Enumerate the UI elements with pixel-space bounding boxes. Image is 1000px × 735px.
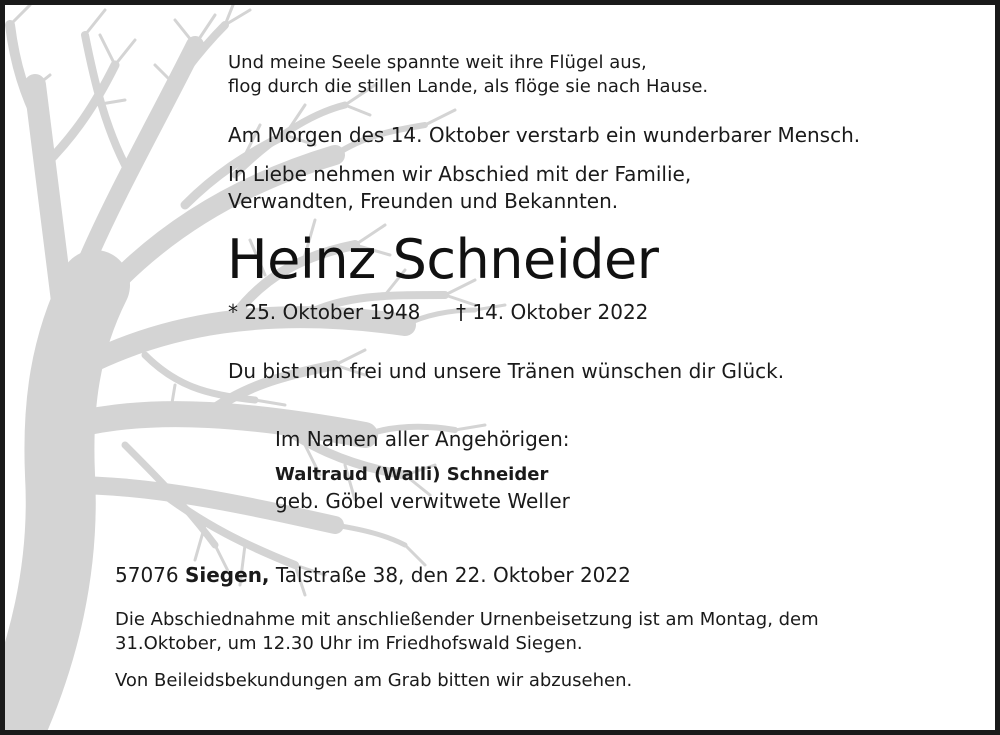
address-line: [115, 561, 631, 589]
ceremony-line-1: Die Abschiednahme mit anschließender Urnenbeisetzung ist am Montag, dem: [115, 609, 819, 630]
family-heading: Im Namen aller Angehörigen:: [275, 427, 570, 451]
ceremony-line-2: 31.Oktober, um 12.30 Uhr im Friedhofswald Siegen.: [115, 633, 583, 654]
quote: Du bist nun frei und unsere Tränen wünschen dir Glück.: [228, 359, 785, 383]
address-rest: Talstraße 38, den 22. Oktober 2022: [275, 563, 631, 587]
poem-line-2: flog durch die stillen Lande, als flöge sie nach Hause.: [228, 76, 709, 97]
poem-line-1: Und meine Seele spannte weit ihre Flügel aus,: [228, 52, 647, 73]
address-city: Siegen,: [184, 563, 270, 587]
condolence-request: Von Beileidsbekundungen am Grab bitten wir abzusehen.: [115, 670, 633, 691]
intro-line-3: Verwandten, Freunden und Bekannten.: [228, 189, 619, 213]
birth-date: * 25. Oktober 1948: [228, 300, 421, 324]
family-name: Waltraud (Walli) Schneider: [275, 464, 549, 485]
deceased-name: Heinz Schneider: [227, 228, 659, 291]
address-zip: 57076: [115, 563, 179, 587]
family-note: geb. Göbel verwitwete Weller: [275, 489, 570, 513]
intro-line-1: Am Morgen des 14. Oktober verstarb ein wunderbarer Mensch.: [228, 123, 861, 147]
intro-line-2: In Liebe nehmen wir Abschied mit der Familie,: [228, 162, 692, 186]
death-date: † 14. Oktober 2022: [456, 300, 649, 324]
